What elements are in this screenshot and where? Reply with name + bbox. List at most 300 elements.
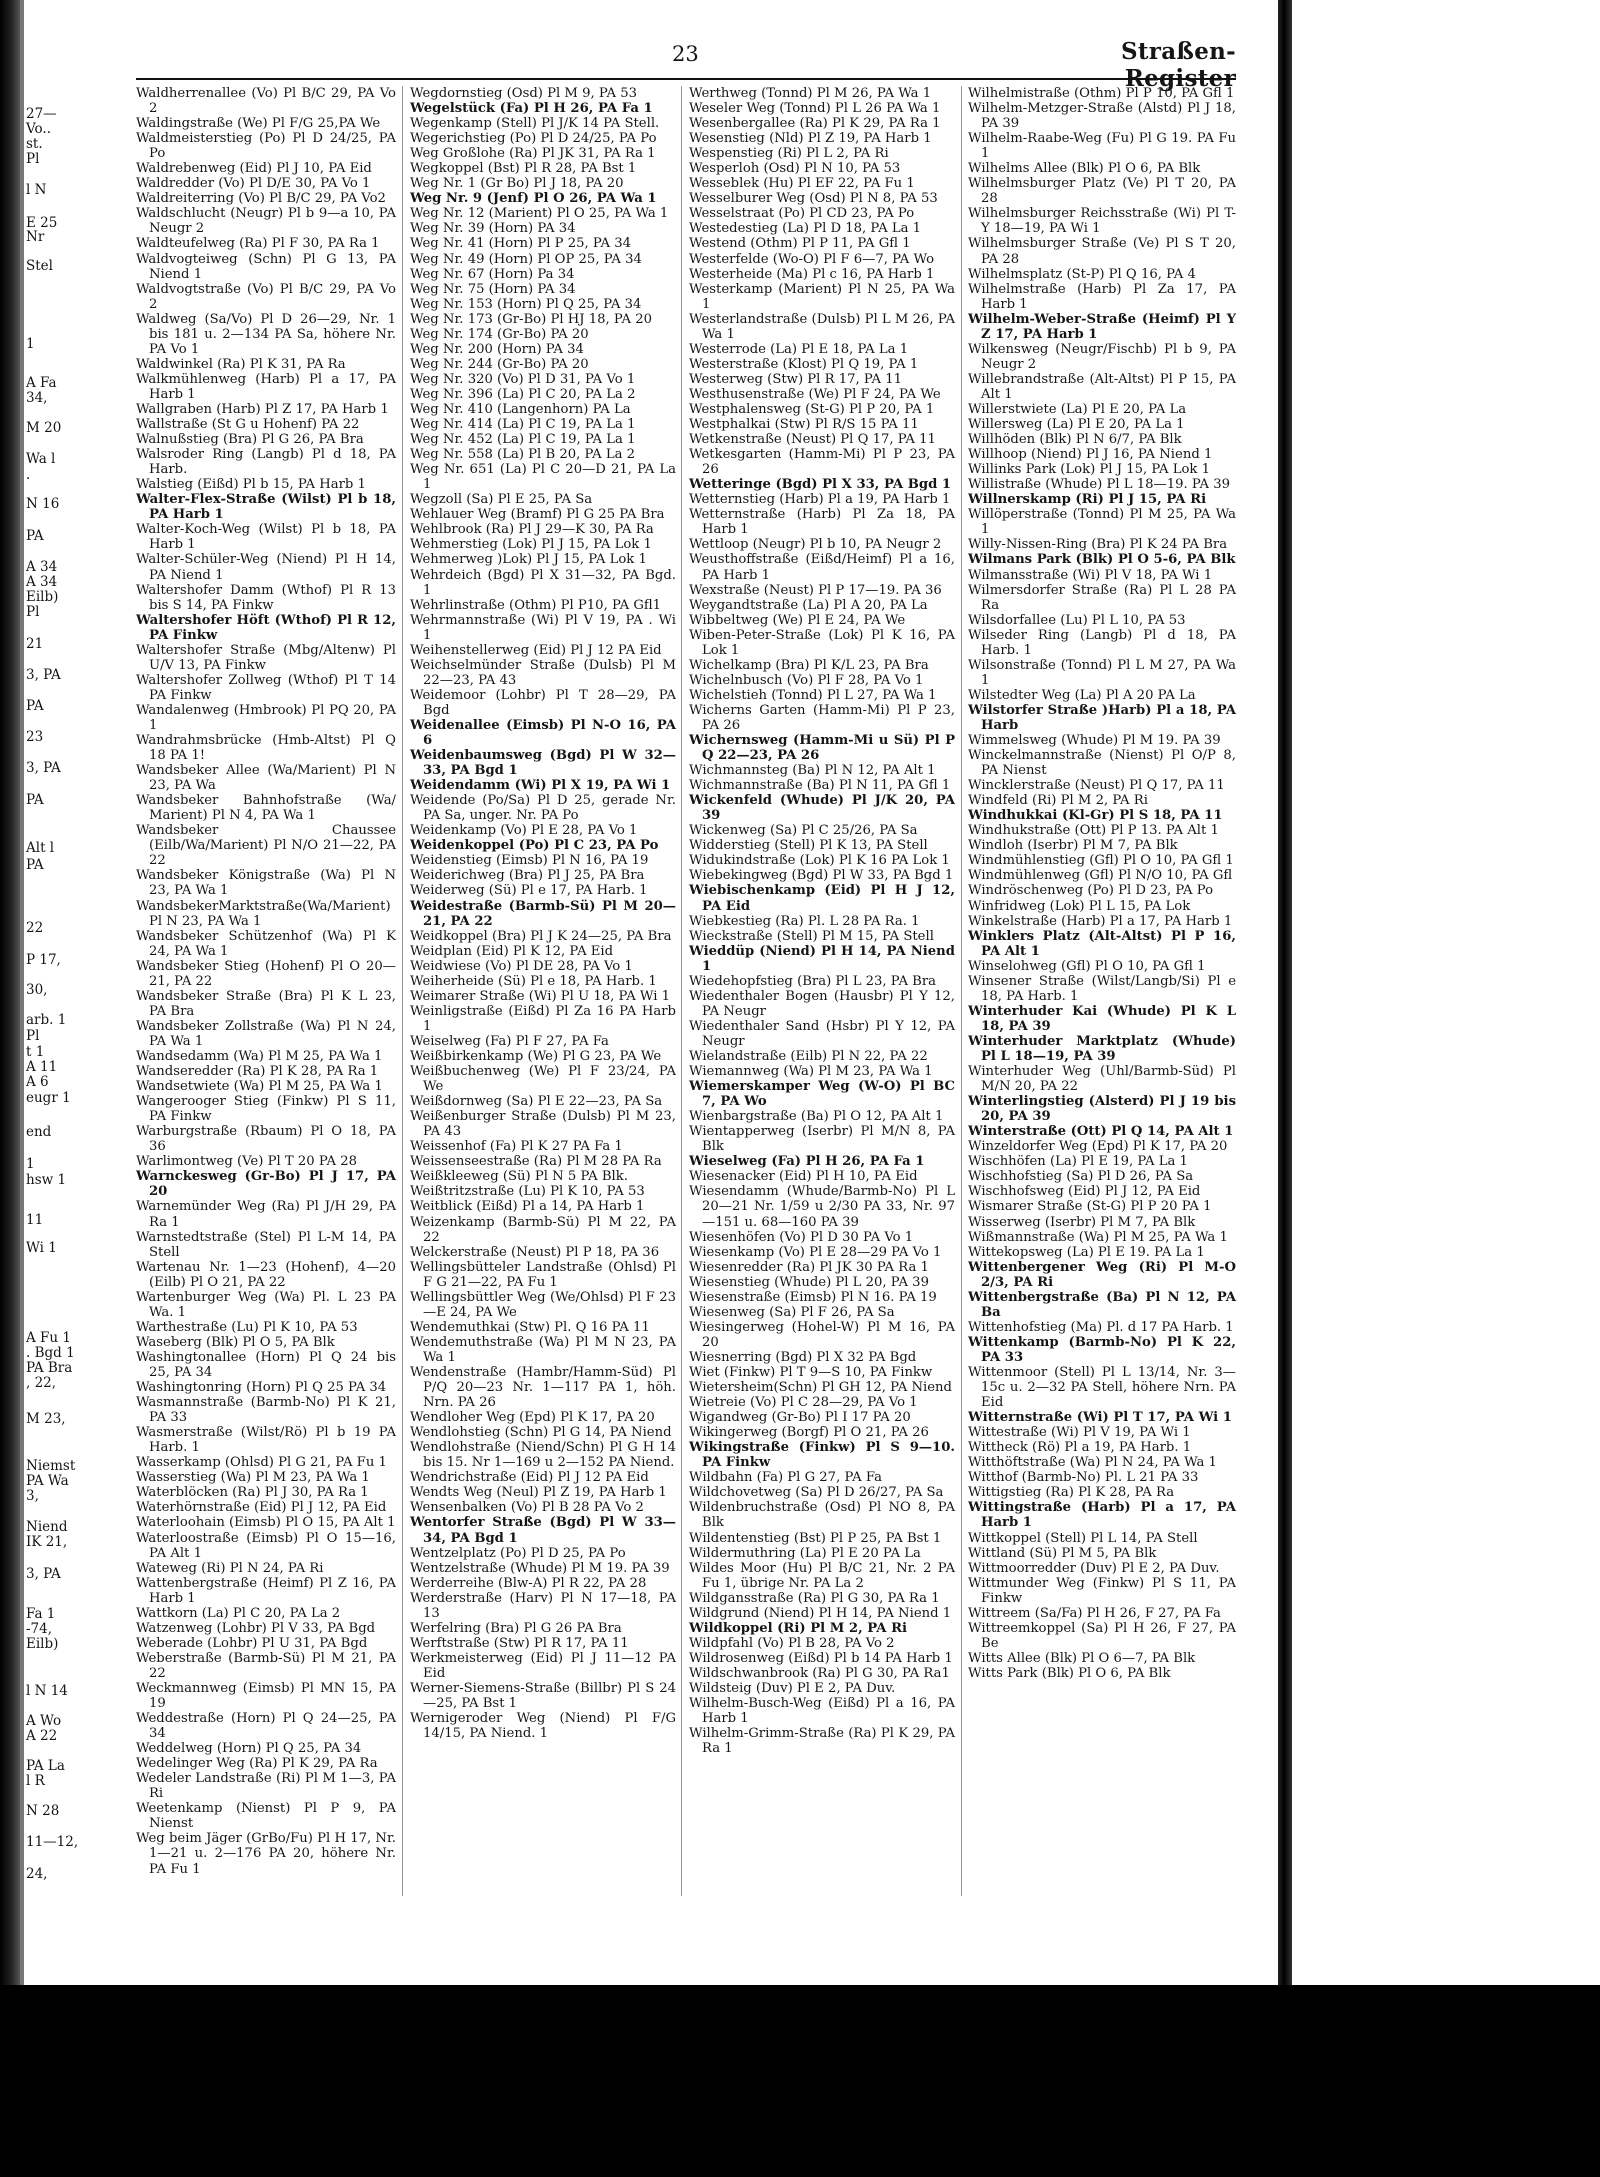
street-entry: Wiedenthaler Sand (Hsbr) Pl Y 12, PA Neugr [689,1018,955,1049]
street-entry: Winklers Platz (Alt-Altst) Pl P 16, PA Alt 1 [968,928,1236,959]
previous-page-text: 34, [26,390,48,406]
previous-page-text: A Fa [26,375,57,391]
street-entry: Wildgansstraße (Ra) Pl G 30, PA Ra 1 [689,1590,940,1606]
street-entry: Wilhelm-Busch-Weg (Eißd) Pl a 16, PA Harb 1 [689,1696,955,1727]
street-entry: Wiesenkamp (Vo) Pl E 28—29 PA Vo 1 [689,1244,942,1260]
street-entry: Weiselweg (Fa) Pl F 27, PA Fa [410,1033,609,1049]
street-entry: Wildchovetweg (Sa) Pl D 26/27, PA Sa [689,1485,944,1501]
street-entry: Warburgstraße (Rbaum) Pl O 18, PA 36 [136,1124,396,1155]
street-entry: Weg Nr. 410 (Langenhorn) PA La [410,401,631,417]
street-entry: Wandsbeker Chaussee (Eilb/Wa/Marient) Pl N/O 21—22, PA 22 [136,823,396,869]
previous-page-text: A 22 [26,1728,58,1744]
street-entry: Windhukkai (Kl-Gr) Pl S 18, PA 11 [968,808,1223,824]
street-entry: Wilmansstraße (Wi) Pl V 18, PA Wi 1 [968,567,1213,583]
street-entry: Wibbeltweg (We) Pl E 24, PA We [689,612,906,628]
street-entry: Windmühlenweg (Gfl) Pl N/O 10, PA Gfl [968,868,1233,884]
street-entry: Wichernsweg (Hamm-Mi u Sü) Pl P Q 22—23, PA 26 [689,733,955,764]
previous-page-text: st. [26,136,43,152]
street-entry: Weißenburger Straße (Dulsb) Pl M 23, PA 43 [410,1109,676,1140]
street-entry: Wichelkamp (Bra) Pl K/L 23, PA Bra [689,657,929,673]
street-entry: Wichmannsteg (Ba) Pl N 12, PA Alt 1 [689,763,936,779]
street-entry: Wigandweg (Gr-Bo) Pl I 17 PA 20 [689,1410,911,1426]
street-entry: Wiesenstraße (Eimsb) Pl N 16. PA 19 [689,1289,937,1305]
street-entry: Waldredder (Vo) Pl D/E 30, PA Vo 1 [136,176,371,192]
previous-page-text: 1 [26,336,35,352]
street-entry: Wehrdeich (Bgd) Pl X 31—32, PA Bgd. 1 [410,567,676,598]
previous-page-text: 22 [26,920,44,936]
street-entry: Weg Nr. 1 (Gr Bo) Pl J 18, PA 20 [410,176,624,192]
street-entry: Wiesingerweg (Hohel-W) Pl M 16, PA 20 [689,1319,955,1350]
street-entry: Wittreem (Sa/Fa) Pl H 26, F 27, PA Fa [968,1605,1221,1621]
street-entry: Wietreie (Vo) Pl C 28—29, PA Vo 1 [689,1395,918,1411]
previous-page-text: Niend [26,1519,68,1535]
street-entry: Wichmannstraße (Ba) Pl N 11, PA Gfl 1 [689,778,951,794]
street-entry: Wicherns Garten (Hamm-Mi) Pl P 23, PA 26 [689,702,955,733]
street-entry: Wienbargstraße (Ba) Pl O 12, PA Alt 1 [689,1109,944,1125]
street-entry: Weg Nr. 75 (Horn) PA 34 [410,281,576,297]
street-entry: Wilhelmstraße (Harb) Pl Za 17, PA Harb 1 [968,281,1236,312]
street-entry: Waldreiterring (Vo) Pl B/C 29, PA Vo2 [136,191,386,207]
street-entry: Wasserstieg (Wa) Pl M 23, PA Wa 1 [136,1470,370,1486]
street-entry: Wiesnerring (Bgd) Pl X 32 PA Bgd [689,1349,917,1365]
street-entry: Winzeldorfer Weg (Epd) Pl K 17, PA 20 [968,1139,1228,1155]
street-entry: Wichelstieh (Tonnd) Pl L 27, PA Wa 1 [689,687,937,703]
street-entry: Windmühlenstieg (Gfl) Pl O 10, PA Gfl 1 [968,853,1234,869]
street-entry: Wellingsbüttler Weg (We/Ohlsd) Pl F 23—E 24, PA We [410,1289,676,1320]
street-entry: Witternstraße (Wi) Pl T 17, PA Wi 1 [968,1410,1232,1426]
previous-page-text: 11 [26,1212,44,1228]
street-entry: Wesenstieg (Nld) Pl Z 19, PA Harb 1 [689,131,932,147]
street-entry: Wischhofstieg (Sa) Pl D 26, PA Sa [968,1169,1194,1185]
previous-page-text: Niemst [26,1458,76,1474]
street-entry: Wesselburer Weg (Osd) Pl N 8, PA 53 [689,191,938,207]
street-entry: Wiebischenkamp (Eid) Pl H J 12, PA Eid [689,883,955,914]
street-entry: Wehrlinstraße (Othm) Pl P10, PA Gfl1 [410,597,662,613]
street-entry: Weg Nr. 41 (Horn) Pl P 25, PA 34 [410,236,632,252]
street-entry: Wetteringe (Bgd) Pl X 33, PA Bgd 1 [689,477,952,493]
street-entry: Weg Nr. 414 (La) Pl C 19, PA La 1 [410,417,636,433]
street-entry: Warthestraße (Lu) Pl K 10, PA 53 [136,1319,358,1335]
street-entry: Wendemuthkai (Stw) Pl. Q 16 PA 11 [410,1319,650,1335]
page-number: 23 [672,42,699,66]
street-entry: Wallgraben (Harb) Pl Z 17, PA Harb 1 [136,401,389,417]
previous-page-text: 27— [26,106,57,122]
previous-page-text: Pl [26,151,40,167]
street-entry: Wilhelm-Metzger-Straße (Alstd) Pl J 18, PA 39 [968,101,1236,132]
street-entry: Wendts Weg (Neul) Pl Z 19, PA Harb 1 [410,1485,667,1501]
street-entry: Wetternstieg (Harb) Pl a 19, PA Harb 1 [689,492,951,508]
street-entry: Wensenbalken (Vo) Pl B 28 PA Vo 2 [410,1500,644,1516]
street-entry: Welckerstraße (Neust) Pl P 18, PA 36 [410,1244,660,1260]
street-entry: Weg Nr. 12 (Marient) Pl O 25, PA Wa 1 [410,206,669,222]
street-entry: Wildschwanbrook (Ra) Pl G 30, PA Ra1 [689,1665,950,1681]
street-entry: Wiemerskamper Weg (W-O) Pl BC 7, PA Wo [689,1079,955,1110]
street-entry: Weißbirkenkamp (We) Pl G 23, PA We [410,1049,662,1064]
previous-page-text: -74, [26,1621,53,1637]
street-entry: Wisserweg (Iserbr) Pl M 7, PA Blk [968,1214,1196,1230]
street-entry: Weidenkamp (Vo) Pl E 28, PA Vo 1 [410,823,638,839]
street-entry: Weizenkamp (Barmb-Sü) Pl M 22, PA 22 [410,1214,676,1245]
street-entry: Wendemuthstraße (Wa) Pl M N 23, PA Wa 1 [410,1334,676,1365]
street-entry: Wiben-Peter-Straße (Lok) Pl K 16, PA Lok 1 [689,627,955,658]
previous-page-text: Wi 1 [26,1240,57,1256]
street-entry: Wandalenweg (Hmbrook) Pl PQ 20, PA 1 [136,702,396,733]
street-entry: Wettloop (Neugr) Pl b 10, PA Neugr 2 [689,537,942,553]
street-entry: Wedelinger Weg (Ra) Pl K 29, PA Ra [136,1756,378,1772]
street-entry: Weg Nr. 200 (Horn) PA 34 [410,341,584,357]
street-entry: Werner-Siemens-Straße (Billbr) Pl S 24—25, PA Bst 1 [410,1680,676,1712]
street-entry: Willersweg (La) Pl E 20, PA La 1 [968,417,1185,433]
previous-page-text: Eilb) [26,1636,59,1652]
street-entry: Waldingstraße (We) Pl F/G 25,PA We [136,116,381,132]
street-entry: Witts Park (Blk) Pl O 6, PA Blk [968,1665,1171,1681]
street-entry: Waldrebenweg (Eid) Pl J 10, PA Eid [136,161,372,177]
street-entry: Wischhofsweg (Eid) Pl J 12, PA Eid [968,1184,1201,1200]
street-entry: Watzenweg (Lohbr) Pl V 33, PA Bgd [136,1620,376,1636]
previous-page-text: Nr [26,229,45,245]
street-entry: Winkelstraße (Harb) Pl a 17, PA Harb 1 [968,913,1233,929]
street-entry: Weidenbaumsweg (Bgd) Pl W 32—33, PA Bgd 1 [410,748,676,779]
street-entry: Weißdornweg (Sa) Pl E 22—23, PA Sa [410,1094,663,1110]
street-entry: Walkmühlenweg (Harb) Pl a 17, PA Harb 1 [136,371,396,402]
street-entry: Weygandtstraße (La) Pl A 20, PA La [689,597,928,613]
previous-page-text: l N [26,182,47,198]
street-entry: Wandsbeker Straße (Bra) Pl K L 23, PA Bra [136,988,396,1019]
street-entry: Wentzelplatz (Po) Pl D 25, PA Po [410,1545,626,1561]
street-entry: Wesperloh (Osd) Pl N 10, PA 53 [689,161,901,177]
street-entry: Windloh (Iserbr) Pl M 7, PA Blk [968,838,1178,854]
street-entry: Weg Nr. 67 (Horn) Pa 34 [410,266,575,282]
street-entry: Warnstedtstraße (Stel) Pl L-M 14, PA Stell [136,1229,396,1260]
street-entry: Wilkensweg (Neugr/Fischb) Pl b 9, PA Neugr 2 [968,341,1236,372]
street-entry: Werkmeisterweg (Eid) Pl J 11—12 PA Eid [410,1650,676,1681]
street-entry: Willhöden (Blk) Pl N 6/7, PA Blk [968,432,1182,448]
street-entry: Warnckesweg (Gr-Bo) Pl J 17, PA 20 [136,1169,396,1200]
street-entry: Wischhöfen (La) Pl E 19, PA La 1 [968,1154,1188,1170]
previous-page-text: eugr 1 [26,1090,71,1106]
previous-page-text: . Bgd 1 [26,1345,75,1361]
street-entry: Wittenmoor (Stell) Pl L 13/14, Nr. 3—15c u. 2—32 PA Stell, höhere Nrn. PA Eid [968,1364,1236,1411]
street-entry: Wandseredder (Ra) Pl K 28, PA Ra 1 [136,1064,379,1080]
street-column-3 [689,86,955,1756]
street-entry: Wißmannstraße (Wa) Pl M 25, PA Wa 1 [968,1229,1228,1245]
street-entry: Wandsbeker Königstraße (Wa) Pl N 23, PA Wa 1 [136,868,396,899]
previous-page-text: 24, [26,1866,48,1882]
street-entry: Weg Nr. 153 (Horn) Pl Q 25, PA 34 [410,296,642,312]
previous-page-text: M 23, [26,1411,66,1427]
street-entry: Wehmerweg )Lok) Pl J 15, PA Lok 1 [410,552,647,568]
street-entry: Wickenweg (Sa) Pl C 25/26, PA Sa [689,823,918,839]
street-entry: Wasserkamp (Ohlsd) Pl G 21, PA Fu 1 [136,1455,387,1471]
street-entry: Windhukstraße (Ott) Pl P 13. PA Alt 1 [968,823,1219,839]
street-entry: Weiderichweg (Bra) Pl J 25, PA Bra [410,868,645,884]
street-entry: Wegzoll (Sa) Pl E 25, PA Sa [410,492,593,508]
street-entry: Weg beim Jäger (GrBo/Fu) Pl H 17, Nr. 1—21 u. 2—176 PA 20, höhere Nr. PA Fu 1 [136,1831,396,1877]
previous-page-text: P 17, [26,952,61,968]
street-entry: Wattkorn (La) Pl C 20, PA La 2 [136,1605,341,1621]
street-entry: Weberade (Lohbr) Pl U 31, PA Bgd [136,1635,368,1651]
street-entry: Wittenbergener Weg (Ri) Pl M-O 2/3, PA Ri [968,1259,1236,1290]
street-entry: Waterloohain (Eimsb) Pl O 15, PA Alt 1 [136,1515,396,1531]
street-entry: Weiherheide (Sü) Pl e 18, PA Harb. 1 [410,973,657,989]
street-entry: Wilhelmsburger Straße (Ve) Pl S T 20, PA 28 [968,236,1236,267]
column-divider [681,86,682,1896]
previous-page-text: Vo.. [26,121,51,137]
street-entry: Weg Nr. 558 (La) Pl B 20, PA La 2 [410,447,636,463]
previous-page-text: PA [26,698,44,714]
street-entry: Wittkoppel (Stell) Pl L 14, PA Stell [968,1530,1198,1546]
previous-page-text: Wa l [26,451,56,467]
street-entry: Wildes Moor (Hu) Pl B/C 21, Nr. 2 PA Fu 1, übrige Nr. PA La 2 [689,1560,955,1591]
scanner-background-bottom [0,1985,1600,2177]
street-entry: Wincklerstraße (Neust) Pl Q 17, PA 11 [968,778,1225,794]
street-entry: Walstieg (Eißd) Pl b 15, PA Harb 1 [136,477,366,493]
street-entry: Wildgrund (Niend) Pl H 14, PA Niend 1 [689,1605,952,1621]
street-entry: Wateweg (Ri) Pl N 24, PA Ri [136,1560,324,1576]
previous-page-text: Alt l [26,840,55,856]
street-entry: Willy-Nissen-Ring (Bra) Pl K 24 PA Bra [968,537,1228,553]
previous-page-text: 30, [26,982,48,998]
street-entry: Wiebekingweg (Bgd) Pl W 33, PA Bgd 1 [689,868,954,884]
street-entry: Winsener Straße (Wilst/Langb/Si) Pl e 18, PA Harb. 1 [968,973,1236,1004]
street-entry: Windröschenweg (Po) Pl D 23, PA Po [968,883,1214,899]
previous-page-text: PA Bra [26,1360,73,1376]
street-entry: Wildrosenweg (Eißd) Pl b 14 PA Harb 1 [689,1650,953,1666]
street-column-4 [968,86,1236,1681]
previous-page-text: PA La [26,1758,65,1774]
street-entry: Waterblöcken (Ra) Pl J 30, PA Ra 1 [136,1485,369,1501]
street-entry: Wildkoppel (Ri) Pl M 2, PA Ri [689,1620,908,1636]
street-entry: Weusthoffstraße (Eißd/Heimf) Pl a 16, PA Harb 1 [689,552,955,583]
street-entry: Weg Nr. 396 (La) Pl C 20, PA La 2 [410,386,636,402]
street-entry: Weg Nr. 452 (La) Pl C 19, PA La 1 [410,432,636,448]
street-entry: Westerheide (Ma) Pl c 16, PA Harb 1 [689,266,935,282]
book-spine-shadow [0,0,20,1985]
page-edge-shadow [1278,0,1292,1985]
street-entry: Wilhelmsburger Reichsstraße (Wi) Pl T-Y 18—19, PA Wi 1 [968,206,1236,237]
street-entry: Wehmerstieg (Lok) Pl J 15, PA Lok 1 [410,537,652,553]
street-entry: Wieckstraße (Stell) Pl M 15, PA Stell [689,928,934,944]
street-entry: Wegkoppel (Bst) Pl R 28, PA Bst 1 [410,161,637,177]
street-entry: Wittmoorredder (Duv) Pl E 2, PA Duv. [968,1560,1220,1576]
street-entry: Wittenbergstraße (Ba) Pl N 12, PA Ba [968,1289,1236,1320]
street-entry: Wendrichstraße (Eid) Pl J 12 PA Eid [410,1470,649,1486]
street-entry: Witts Allee (Blk) Pl O 6—7, PA Blk [968,1650,1196,1666]
street-entry: Wehrmannstraße (Wi) Pl V 19, PA . Wi 1 [410,612,676,643]
street-entry: Waldschlucht (Neugr) Pl b 9—a 10, PA Neugr 2 [136,206,396,237]
street-entry: Washingtonring (Horn) Pl Q 25 PA 34 [136,1380,387,1396]
street-entry: Willebrandstraße (Alt-Altst) Pl P 15, PA Alt 1 [968,371,1236,402]
street-entry: Westerkamp (Marient) Pl N 25, PA Wa 1 [689,281,955,312]
street-entry: Wickenfeld (Whude) Pl J/K 20, PA 39 [689,793,955,824]
previous-page-text: PA [26,528,44,544]
street-entry: Wittigstieg (Ra) Pl K 28, PA Ra [968,1485,1175,1501]
street-entry: Wildenbruchstraße (Osd) Pl NO 8, PA Blk [689,1500,955,1531]
street-entry: Waldwinkel (Ra) Pl K 31, PA Ra [136,356,346,372]
street-entry: Wittingstraße (Harb) Pl a 17, PA Harb 1 [968,1500,1236,1531]
street-entry: Weidenallee (Eimsb) Pl N-O 16, PA 6 [410,717,676,749]
street-entry: Waldvogtstraße (Vo) Pl B/C 29, PA Vo 2 [136,281,396,312]
previous-page-text: Eilb) [26,589,59,605]
street-column-1 [136,86,396,1877]
street-entry: Wendlohstieg (Schn) Pl G 14, PA Niend [410,1425,672,1441]
street-entry: Winckelmannstraße (Nienst) Pl O/P 8, PA Nienst [968,748,1236,779]
street-entry: Weddestraße (Horn) Pl Q 24—25, PA 34 [136,1711,396,1742]
street-entry: Weißbuchenweg (We) Pl F 23/24, PA We [410,1064,676,1095]
street-entry: Wegerichstieg (Po) Pl D 24/25, PA Po [410,131,657,147]
previous-page-text: Pl [26,604,40,620]
street-entry: Werderstraße (Harv) Pl N 17—18, PA 13 [410,1590,676,1621]
street-entry: Weidenkoppel (Po) Pl C 23, PA Po [410,838,659,854]
street-entry: Weidkoppel (Bra) Pl J K 24—25, PA Bra [410,928,672,944]
previous-page-text: Fa 1 [26,1606,56,1622]
street-entry: Weg Großlohe (Ra) Pl JK 31, PA Ra 1 [410,146,656,162]
previous-page-text: M 20 [26,420,62,436]
street-entry: Witthof (Barmb-No) Pl. L 21 PA 33 [968,1470,1199,1486]
street-entry: Weg Nr. 244 (Gr-Bo) PA 20 [410,356,589,372]
street-entry: Westedestieg (La) Pl D 18, PA La 1 [689,221,922,237]
previous-page-text: N 16 [26,496,60,512]
street-entry: Wimmelsweg (Whude) Pl M 19. PA 39 [968,733,1221,749]
street-entry: Werfelring (Bra) Pl G 26 PA Bra [410,1620,622,1636]
previous-page-text: PA [26,857,44,873]
street-entry: Weidende (Po/Sa) Pl D 25, gerade Nr. PA Sa, unger. Nr. PA Po [410,793,676,824]
street-entry: Wittreemkoppel (Sa) Pl H 26, F 27, PA Be [968,1620,1236,1651]
street-entry: Wittenhofstieg (Ma) Pl. d 17 PA Harb. 1 [968,1319,1234,1335]
street-entry: Wiesenweg (Sa) Pl F 26, PA Sa [689,1304,895,1320]
street-entry: Wernigeroder Weg (Niend) Pl F/G 14/15, PA Niend. 1 [410,1711,676,1742]
previous-page-text: hsw 1 [26,1172,67,1188]
street-entry: Waldherrenallee (Vo) Pl B/C 29, PA Vo 2 [136,86,396,117]
street-entry: Weissenhof (Fa) Pl K 27 PA Fa 1 [410,1139,623,1155]
street-entry: Wittestraße (Wi) Pl V 19, PA Wi 1 [968,1425,1191,1441]
street-entry: Weg Nr. 9 (Jenf) Pl O 26, PA Wa 1 [410,191,657,207]
street-entry: Winfridweg (Lok) Pl L 15, PA Lok [968,898,1191,914]
street-entry: Weidendamm (Wi) Pl X 19, PA Wi 1 [410,778,671,794]
street-entry: Werthweg (Tonnd) Pl M 26, PA Wa 1 [689,86,932,101]
street-entry: Wielandstraße (Eilb) Pl N 22, PA 22 [689,1049,928,1064]
street-entry: Wendlohstraße (Niend/Schn) Pl G H 14 bis 15. Nr 1—169 u 2—152 PA Niend. [410,1440,676,1471]
previous-page-text: A 11 [26,1059,58,1075]
street-entry: Westhusenstraße (We) Pl F 24, PA We [689,386,941,402]
street-entry: Weddelweg (Horn) Pl Q 25, PA 34 [136,1741,362,1757]
previous-page-text: A Fu 1 [26,1330,71,1346]
street-entry: Wieddüp (Niend) Pl H 14, PA Niend 1 [689,943,955,974]
street-entry: Weckmannweg (Eimsb) Pl MN 15, PA 19 [136,1680,396,1712]
street-entry: Willistraße (Whude) Pl L 18—19. PA 39 [968,477,1231,493]
street-entry: Weg Nr. 39 (Horn) PA 34 [410,221,576,237]
previous-page-text: 3, PA [26,1566,61,1582]
street-entry: WandsbekerMarktstraße(Wa/Marient) Pl N 23, PA Wa 1 [136,898,391,929]
street-entry: Wikingstraße (Finkw) Pl S 9—10. PA Finkw [689,1440,955,1471]
street-entry: Walsroder Ring (Langb) Pl d 18, PA Harb. [136,447,396,478]
street-entry: Weissenseestraße (Ra) Pl M 28 PA Ra [410,1154,662,1170]
column-divider [961,86,962,1896]
street-entry: Weidplan (Eid) Pl K 12, PA Eid [410,943,614,959]
street-entry: Wilsdorfallee (Lu) Pl L 10, PA 53 [968,612,1186,628]
street-entry: Westerrode (La) Pl E 18, PA La 1 [689,341,909,357]
street-entry: Wentorfer Straße (Bgd) Pl W 33—34, PA Bgd 1 [410,1515,676,1546]
street-entry: Waterloostraße (Eimsb) Pl O 15—16, PA Alt 1 [136,1530,396,1561]
previous-page-text: . [26,467,31,483]
street-entry: Wittmunder Weg (Finkw) Pl S 11, PA Finkw [968,1575,1236,1606]
street-entry: Wilhelm-Grimm-Straße (Ra) Pl K 29, PA Ra 1 [689,1726,955,1757]
previous-page-text: A 6 [26,1074,49,1090]
previous-page-text: N 28 [26,1803,60,1819]
street-entry: Waltershofer Zollweg (Wthof) Pl T 14 PA Finkw [136,672,396,703]
street-entry: Wikingerweg (Borgf) Pl O 21, PA 26 [689,1425,929,1441]
previous-page-text: E 25 [26,215,58,231]
street-entry: Wesenbergallee (Ra) Pl K 29, PA Ra 1 [689,116,941,132]
street-entry: Weg Nr. 49 (Horn) Pl OP 25, PA 34 [410,251,642,267]
street-entry: Weseler Weg (Tonnd) Pl L 26 PA Wa 1 [689,101,941,117]
street-entry: Wegenkamp (Stell) Pl J/K 14 PA Stell. [410,116,660,132]
street-entry: Waldmeisterstieg (Po) Pl D 24/25, PA Po [136,131,396,162]
street-entry: Wetkesgarten (Hamm-Mi) Pl P 23, PA 26 [689,447,955,478]
previous-page-text: 1 [26,1156,35,1172]
street-entry: Wittenkamp (Barmb-No) Pl K 22, PA 33 [968,1334,1236,1365]
street-entry: Wentzelstraße (Whude) Pl M 19. PA 39 [410,1560,670,1576]
street-entry: Wittland (Sü) Pl M 5, PA Blk [968,1545,1157,1561]
street-entry: Wandsedamm (Wa) Pl M 25, PA Wa 1 [136,1049,383,1064]
street-entry: Wilseder Ring (Langb) Pl d 18, PA Harb. 1 [968,627,1236,658]
street-entry: Wiesendamm (Whude/Barmb-No) Pl L 20—21 Nr. 1/59 u 2/30 PA 33, Nr. 97—151 u. 68—160 PA 39 [689,1184,955,1230]
street-entry: Wandsetwiete (Wa) Pl M 25, PA Wa 1 [136,1079,383,1095]
previous-page-text: A 34 [26,559,58,575]
street-entry: Waterhörnstraße (Eid) Pl J 12, PA Eid [136,1500,387,1516]
street-entry: Waltershofer Straße (Mbg/Altenw) Pl U/V 13, PA Finkw [136,642,396,673]
street-entry: Willerstwiete (La) Pl E 20, PA La [968,401,1187,417]
street-entry: Werftstraße (Stw) Pl R 17, PA 11 [410,1635,629,1651]
street-entry: Wilhelmsburger Platz (Ve) Pl T 20, PA 28 [968,176,1236,207]
previous-page-text: 3, PA [26,667,61,683]
street-entry: Wilmans Park (Blk) Pl O 5-6, PA Blk [968,552,1236,568]
street-entry: Weberstraße (Barmb-Sü) Pl M 21, PA 22 [136,1650,396,1681]
street-entry: Westphalensweg (St-G) Pl P 20, PA 1 [689,401,935,417]
street-entry: Wientapperweg (Iserbr) Pl M/N 8, PA Blk [689,1124,955,1155]
street-entry: Weimarer Straße (Wi) Pl U 18, PA Wi 1 [410,988,671,1004]
header-rule [136,78,1236,80]
street-entry: Waldvogteiweg (Schn) Pl G 13, PA Niend 1 [136,251,396,282]
street-entry: Wiesenredder (Ra) Pl JK 30 PA Ra 1 [689,1259,929,1275]
street-entry: Wendloher Weg (Epd) Pl K 17, PA 20 [410,1410,655,1426]
street-entry: Wiesenacker (Eid) Pl H 10, PA Eid [689,1169,918,1185]
previous-page-text: , 22, [26,1375,57,1391]
previous-page-fragment [24,0,124,1985]
street-entry: Westend (Othm) Pl P 11, PA Gfl 1 [689,236,911,252]
street-entry: Wiesenhöfen (Vo) Pl D 30 PA Vo 1 [689,1229,914,1245]
street-entry: Willhoop (Niend) Pl J 16, PA Niend 1 [968,447,1213,463]
street-entry: Wildpfahl (Vo) Pl B 28, PA Vo 2 [689,1635,895,1651]
street-entry: Weiderweg (Sü) Pl e 17, PA Harb. 1 [410,883,648,899]
street-entry: Wittheck (Rö) Pl a 19, PA Harb. 1 [968,1440,1192,1456]
street-entry: Weg Nr. 173 (Gr-Bo) Pl HJ 18, PA 20 [410,311,653,327]
street-entry: Weihenstellerweg (Eid) Pl J 12 PA Eid [410,642,662,658]
page-title: Straßen-Register [1120,38,1236,92]
street-entry: Walter-Schüler-Weg (Niend) Pl H 14, PA Niend 1 [136,552,396,583]
street-entry: Wilhelmsplatz (St-P) Pl Q 16, PA 4 [968,266,1196,282]
street-entry: Wehlauer Weg (Bramf) Pl G 25 PA Bra [410,507,665,523]
street-entry: Wangerooger Stieg (Finkw) Pl S 11, PA Finkw [136,1094,396,1125]
street-entry: Wietersheim(Schn) Pl GH 12, PA Niend [689,1380,952,1396]
street-entry: Weinligstraße (Eißd) Pl Za 16 PA Harb 1 [410,1003,676,1034]
street-entry: Wasmannstraße (Barmb-No) Pl K 21, PA 33 [136,1395,396,1426]
street-entry: Westerfelde (Wo-O) Pl F 6—7, PA Wo [689,251,935,267]
previous-page-text: l R [26,1773,45,1789]
street-entry: Willöperstraße (Tonnd) Pl M 25, PA Wa 1 [968,507,1236,538]
street-entry: Werderreihe (Blw-A) Pl R 22, PA 28 [410,1575,647,1591]
street-entry: Waltershofer Höft (Wthof) Pl R 12, PA Finkw [136,612,396,643]
